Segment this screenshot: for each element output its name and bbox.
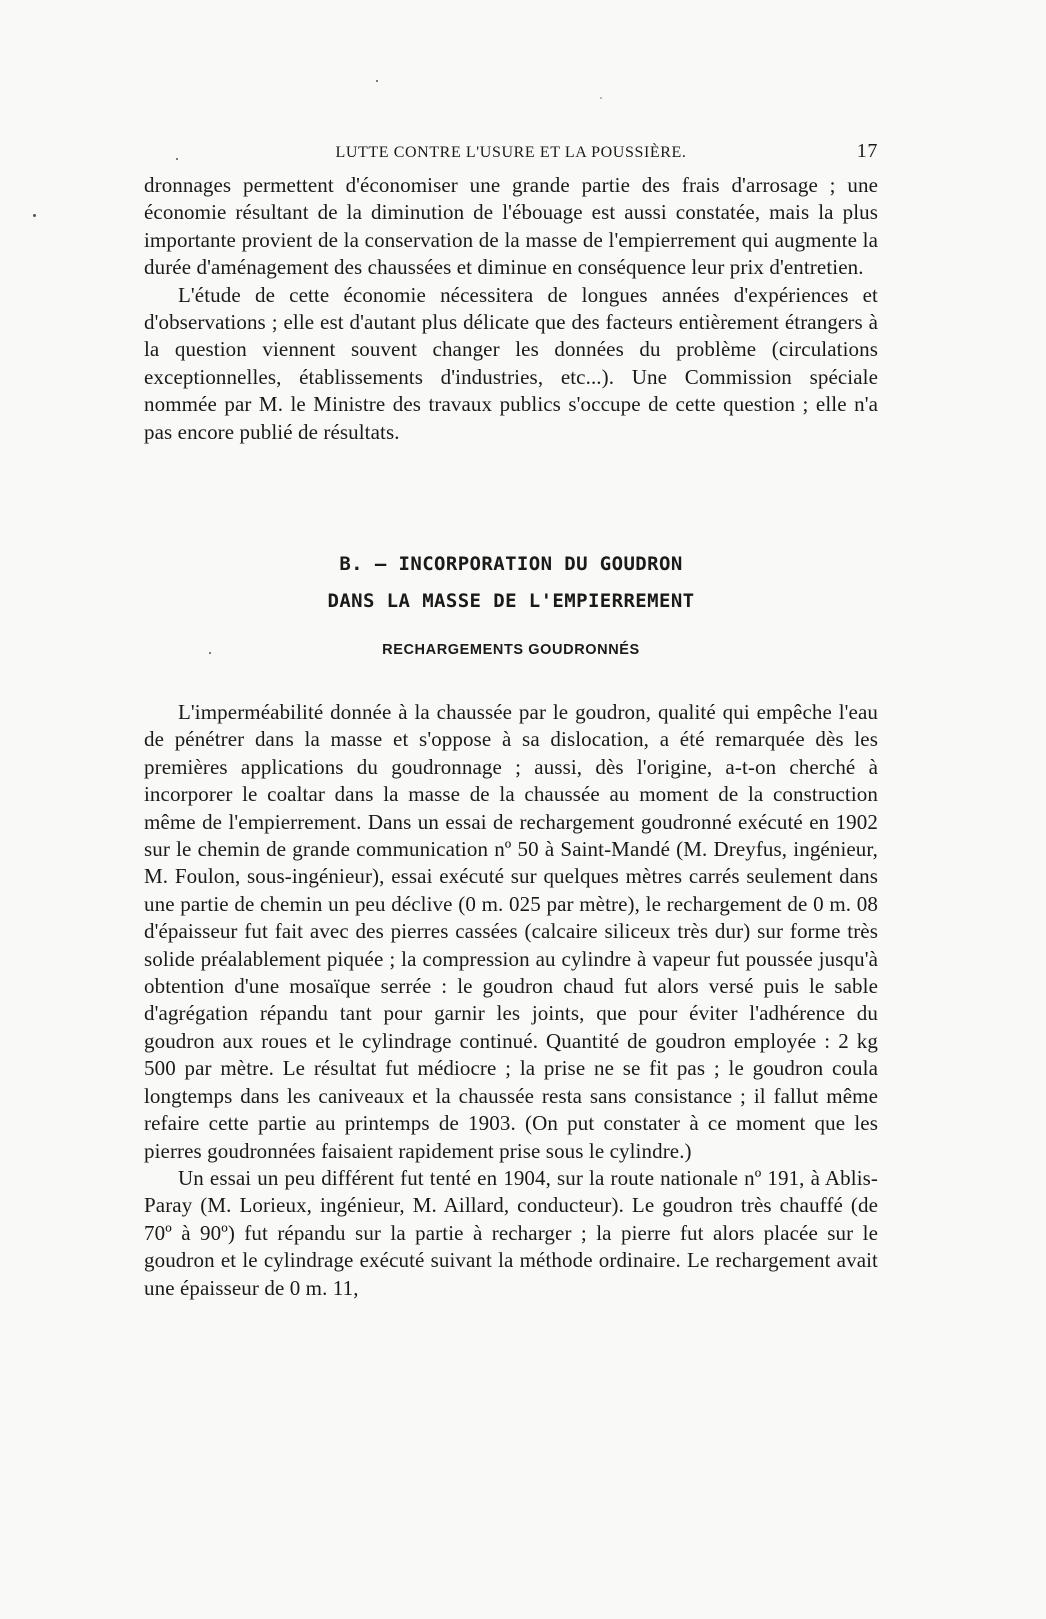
running-title: LUTTE CONTRE L'USURE ET LA POUSSIÈRE.: [335, 144, 687, 161]
running-head: [144, 140, 878, 166]
top-text-block: [144, 172, 878, 446]
section-subheading: RECHARGEMENTS GOUDRONNÉS: [382, 642, 640, 658]
scan-speck: [600, 97, 602, 99]
scan-speck: [209, 652, 211, 654]
paragraph: Un essai un peu différent fut tenté en 1904, sur la route nationale nº 191, à Ablis-Paray (M. Lorieux, ingénieur, M. Aillard, conducteur). Le goudron très chauffé (de 70º à 90º) fut répandu sur la partie à recharger ; la pierre fut alors placée sur le goudron et le cylindrage exécuté suivant la méthode ordinaire. Le rechargement avait une épaisseur de 0 m. 11,: [144, 1165, 878, 1300]
scan-speck: [376, 80, 378, 82]
section-heading-line-2: DANS LA MASSE DE L'EMPIERREMENT: [327, 590, 695, 612]
paragraph: L'imperméabilité donnée à la chaussée par le goudron, qualité qui empêche l'eau de pénétrer dans la masse et s'oppose à sa dislocation, a été remarquée dès les premières applications du goudronnage ; aussi, dès l'origine, a-t-on cherché à incorporer le coaltar dans la masse de la chaussée au moment de la construction même de l'empierrement. Dans un essai de rechargement goudronné exécuté en 1902 sur le chemin de grande communication nº 50 à Saint-Mandé (M. Dreyfus, ingénieur, M. Foulon, sous-ingénieur), essai exécuté sur quelques mètres carrés seulement dans une partie de chemin un peu déclive (0 m. 025 par mètre), le rechargement de 0 m. 08 d'épaisseur fut fait avec des pierres cassées (calcaire siliceux très dur) sur forme très solide préalablement piquée ; la compression au cylindre à vapeur fut poussée jusqu'à obtention d'une mosaïque serrée : le goudron chaud fut alors versé puis le sable d'agrégation répandu tant pour garnir les joints, que pour éviter l'adhérence du goudron aux roues et le cylindrage continué. Quantité de goudron employée : 2 kg 500 par mètre. Le résultat fut médiocre ; la prise ne se fit pas ; le goudron coula longtemps dans les caniveaux et la chaussée resta sans consistance ; il fallut même refaire cette partie au printemps de 1903. (On put constater à ce moment que les pierres goudronnées faisaient rapidement prise sous le cylindre.): [144, 700, 878, 1163]
scan-speck: [33, 214, 36, 217]
section-heading-line-1: B. — INCORPORATION DU GOUDRON: [339, 553, 683, 575]
body-text-block: [144, 699, 878, 1302]
scan-speck: [176, 158, 178, 160]
paragraph: L'étude de cette économie nécessitera de longues années d'expériences et d'observations ; elle est d'autant plus délicate que des facteurs entièrement étrangers à la question viennent souvent changer les données du problème (circulations exceptionnelles, établissements d'industries, etc...). Une Commission spéciale nommée par M. le Ministre des travaux publics s'occupe de cette question ; elle n'a pas encore publié de résultats.: [144, 282, 878, 444]
page-number: 17: [856, 140, 878, 162]
paragraph-continued: dronnages permettent d'économiser une grande partie des frais d'arrosage ; une économie résultant de la diminution de l'ébouage est aussi constatée, mais la plus importante provient de la conservation de la masse de l'empierrement qui augmente la durée d'aménagement des chaussées et diminue en conséquence leur prix d'entretien.: [144, 173, 878, 280]
